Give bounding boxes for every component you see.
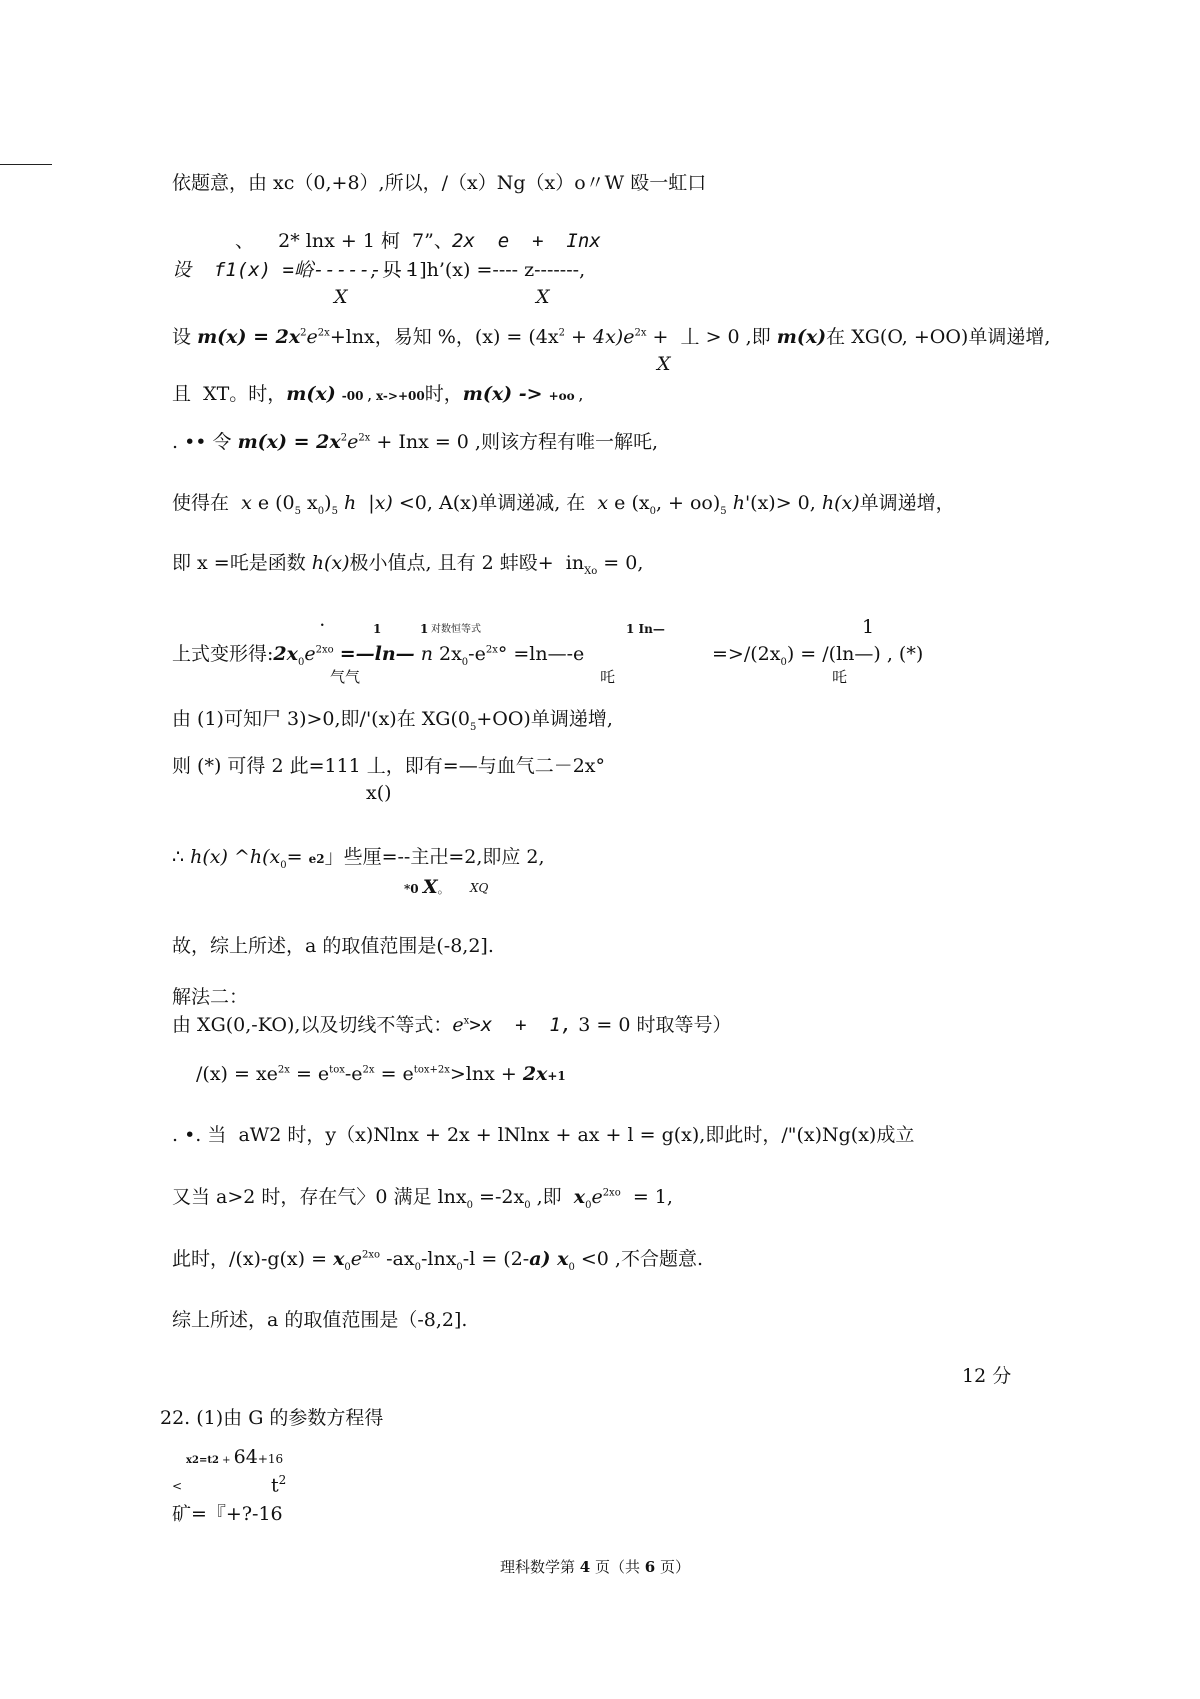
text-fragment: m(x): [776, 326, 827, 348]
subscript: 0: [344, 1261, 351, 1273]
text-fragment: e (0: [251, 492, 295, 514]
text-fragment: + Inx = 0 ,则该方程有唯一解吒,: [370, 431, 658, 453]
equation-line: [271, 1474, 286, 1495]
text-fragment: x: [241, 492, 252, 514]
small-numerator: 1: [373, 622, 382, 636]
text-fragment: 此时，/(x)-g(x) =: [172, 1248, 334, 1270]
superscript: 2x: [634, 327, 647, 339]
text-line: [172, 554, 643, 577]
text-fragment: -l = (2-: [462, 1248, 530, 1270]
text-fragment: m(x) = 2x: [197, 326, 301, 348]
text-fragment: *0: [404, 882, 423, 896]
text-fragment: 即 x =吒是函数: [172, 552, 312, 574]
superscript: 2x: [315, 644, 328, 656]
text-line: [172, 1250, 703, 1273]
small-numerator: 1: [420, 622, 429, 636]
text-fragment: . •• 令: [172, 431, 238, 453]
text-fragment: 。: [437, 882, 450, 896]
text-fragment: n: [420, 643, 433, 665]
text-line: 依题意，由 xc（0,+8）,所以，/（x）Ng（x）o〃W 殴一虹口: [172, 172, 707, 194]
text-fragment: 页）: [655, 1558, 690, 1576]
text-fragment: 64: [233, 1446, 258, 1468]
subscript: 0: [466, 1199, 473, 1211]
text-fragment: /(x) = xe: [196, 1063, 278, 1085]
text-fragment: e: [304, 643, 316, 665]
text-fragment: 由 (1)可知尸 3)>0,即/'(x)在 XG(0: [172, 708, 470, 730]
subscript: 5: [331, 505, 338, 517]
section-heading: 解法二：: [172, 986, 249, 1008]
text-fragment: 设: [172, 326, 192, 348]
denominator-3: X: [657, 353, 671, 375]
margin-rule: [0, 164, 52, 165]
brace-mark: <: [172, 1479, 183, 1493]
superscript: tox: [329, 1064, 345, 1076]
text-line: [712, 645, 923, 668]
subscript: 5: [469, 721, 477, 733]
dot-mark: .: [320, 615, 325, 630]
text-fragment: <0 ,不合题意.: [574, 1248, 704, 1270]
superscript: o: [374, 1249, 381, 1261]
subscript: 0: [649, 505, 656, 517]
text-line: [172, 1016, 732, 1035]
text-fragment: x: [333, 1248, 345, 1270]
text-fragment: 又当 a>2 时，存在气〉0 满足 lnx: [172, 1186, 467, 1208]
denominator: 吒: [600, 668, 616, 686]
text-fragment: =-2x: [473, 1186, 525, 1208]
subscript: 0: [297, 656, 305, 668]
text-fragment: '(x)> 0,: [744, 492, 822, 514]
text-fragment: x: [573, 1186, 586, 1208]
text-line: [172, 710, 613, 733]
subscript: 0: [461, 656, 469, 668]
text-fragment: =—ln—: [339, 643, 415, 665]
text-line: [172, 1188, 673, 1211]
subscript: 0: [456, 1261, 463, 1273]
text-fragment: -e: [468, 643, 486, 665]
text-line: 则 (*) 可得 2 此=111 丄，即有=—与血气二－2x°: [172, 755, 606, 777]
subscript-row: XQ: [470, 881, 489, 895]
equation-line: [186, 1448, 283, 1467]
text-fragment: +lnx，易知 %，(x) = (4x: [329, 326, 559, 348]
text-line: [172, 433, 658, 452]
text-fragment: m(x) = 2x: [237, 431, 341, 453]
text-fragment: -e: [344, 1063, 363, 1085]
small-numerator: 1 In—: [626, 622, 665, 636]
text-fragment: 4x)e: [593, 326, 635, 348]
superscript: 2x: [317, 327, 330, 339]
numerator-1: 、 2* lnx + 1 柯 7”、: [235, 230, 453, 252]
text-fragment: +OO)单调递增,: [476, 708, 613, 730]
text-fragment: ) = /(ln—) , (*): [786, 643, 924, 665]
text-fragment: -00 , x->+00: [341, 389, 425, 403]
text-fragment: = e: [289, 1063, 330, 1085]
superscript: tox+2x: [413, 1064, 450, 1076]
text-fragment: 4: [579, 1558, 591, 1576]
page-footer: [500, 1560, 690, 1575]
text-fragment: 2: [191, 1455, 199, 1466]
subscript: 0: [568, 1261, 575, 1273]
text-fragment: 单调递增，: [859, 492, 955, 514]
text-line: [196, 1065, 566, 1084]
text-fragment: 上式变形得:: [172, 643, 274, 665]
text-fragment: +16: [257, 1452, 284, 1466]
text-fragment: + 丄 > 0 ,即: [646, 326, 777, 348]
text-fragment: >x + 1,: [469, 1014, 573, 1036]
text-fragment: 2x: [522, 1063, 548, 1085]
text-fragment: X: [422, 876, 438, 898]
text-line: , 贝 1]h’(x) =---- z-------,: [370, 259, 586, 281]
subscript: Xo: [584, 565, 598, 577]
superscript: 2: [278, 1473, 287, 1487]
superscript: 2x: [485, 644, 498, 656]
superscript: 2x: [362, 1249, 375, 1261]
annotation-label: 对数恒等式: [431, 624, 481, 635]
subscript: 0: [317, 505, 325, 517]
text-fragment: e2: [308, 852, 325, 866]
text-fragment: =t: [198, 1455, 212, 1466]
text-fragment: 」些厘=--主卍=2,即应 2,: [324, 846, 545, 868]
text-line: [172, 848, 545, 871]
subscript: 0: [280, 859, 287, 871]
superscript: 2x: [602, 1187, 615, 1199]
text-line: 故，综上所述，a 的取值范围是(-8,2].: [172, 935, 494, 957]
superscript: x: [463, 1015, 470, 1027]
score-label: 12 分: [962, 1365, 1012, 1387]
text-fragment: , + oo): [655, 492, 721, 514]
text-line: . •. 当 aW2 时，y（x)Nlnx + 2x + lNlnx + ax + l = g(x),即此时，/"(x)Ng(x)成立: [172, 1124, 915, 1146]
text-fragment: <0, A(x)单调递减, 在: [392, 492, 598, 514]
text-fragment: 2: [211, 1455, 219, 1466]
text-fragment: ∴: [172, 846, 191, 868]
subscript: 0: [585, 1199, 592, 1211]
text-fragment: a) x: [529, 1248, 569, 1270]
fraction-numerator: 1: [862, 616, 875, 638]
text-fragment: +1: [547, 1069, 566, 1083]
text-fragment: 理科数学第: [500, 1558, 580, 1576]
denominator-2: X: [536, 286, 550, 308]
text-fragment: h: [726, 492, 745, 514]
superscript: 2: [300, 327, 307, 339]
text-fragment: 2x: [273, 643, 298, 665]
subscript-row: [404, 878, 450, 897]
text-fragment: t: [271, 1474, 279, 1497]
text-fragment: 且 XT。时，: [172, 383, 287, 405]
text-fragment: h(x): [311, 552, 350, 574]
text-fragment: e: [347, 431, 359, 453]
denominator: 气气: [330, 668, 361, 686]
superscript: 2: [340, 432, 348, 444]
text-line: [172, 645, 584, 668]
text-fragment: e: [452, 1014, 464, 1036]
text-fragment: e: [350, 1248, 363, 1270]
text-fragment: +: [565, 326, 593, 348]
text-fragment: e (x: [608, 492, 650, 514]
text-fragment: 由 XG(0,-KO),以及切线不等式：: [172, 1014, 453, 1036]
subscript: 0: [780, 656, 787, 668]
text-fragment: h(x): [821, 492, 860, 514]
text-fragment: =: [286, 846, 303, 868]
text-fragment: x: [186, 1455, 192, 1466]
subscript: 5: [720, 505, 727, 517]
text-line: [172, 385, 583, 404]
text-fragment: x: [597, 492, 609, 514]
text-line: [172, 328, 1050, 347]
superscript: 2: [558, 327, 565, 339]
equation-line: 矿=『+?-16: [172, 1503, 283, 1525]
text-fragment: +: [218, 1455, 234, 1466]
subscript: 0: [414, 1261, 421, 1273]
text-line: [172, 494, 955, 517]
text-fragment: m(x) ->: [462, 383, 543, 405]
text-fragment: h(x) ^h(x: [190, 846, 281, 868]
text-fragment: = e: [374, 1063, 414, 1085]
text-fragment: 在 XG(O, +OO)单调递增,: [826, 326, 1051, 348]
text-fragment: e: [591, 1186, 603, 1208]
superscript: o: [614, 1187, 621, 1199]
denominator-1: X: [334, 286, 348, 308]
text-fragment: 页（共: [590, 1558, 645, 1576]
text-line: 综上所述，a 的取值范围是（-8,2].: [172, 1309, 468, 1331]
text-fragment: e: [306, 326, 318, 348]
denominator: 吒: [832, 668, 848, 686]
text-fragment: -lnx: [420, 1248, 457, 1270]
text-fragment: ,即: [530, 1186, 574, 1208]
text-fragment: 6: [644, 1558, 656, 1576]
text-fragment: ° =ln—-e: [497, 643, 585, 665]
text-fragment: 使得在: [172, 492, 242, 514]
text-fragment: ): [324, 492, 332, 514]
superscript: 2x: [358, 432, 371, 444]
numerator-2: 2x e + Inx: [452, 230, 601, 252]
text-fragment: -ax: [380, 1248, 415, 1270]
text-line: 设 f1(x) =峪---------: [172, 259, 416, 281]
text-fragment: = 1,: [632, 1186, 673, 1208]
text-fragment: 时，: [424, 383, 463, 405]
text-fragment: = 0,: [597, 552, 644, 574]
text-fragment: >lnx +: [449, 1063, 523, 1085]
superscript: 2x: [277, 1064, 290, 1076]
text-line: x(): [366, 782, 392, 804]
text-fragment: =>/(2x: [712, 643, 781, 665]
text-fragment: m(x): [286, 383, 336, 405]
text-fragment: 极小值点, 且有 2 蚌殴+ in: [349, 552, 585, 574]
subscript: 5: [294, 505, 302, 517]
text-fragment: 3 = 0 时取等号）: [572, 1014, 732, 1036]
text-fragment: h |x): [337, 492, 393, 514]
text-fragment: 2x: [432, 643, 462, 665]
question-heading: 22. (1)由 G 的参数方程得: [160, 1407, 384, 1429]
superscript: o: [327, 644, 334, 656]
text-fragment: +oo ,: [548, 389, 584, 403]
superscript: 2x: [362, 1064, 375, 1076]
text-fragment: x: [301, 492, 318, 514]
subscript: 0: [524, 1199, 531, 1211]
